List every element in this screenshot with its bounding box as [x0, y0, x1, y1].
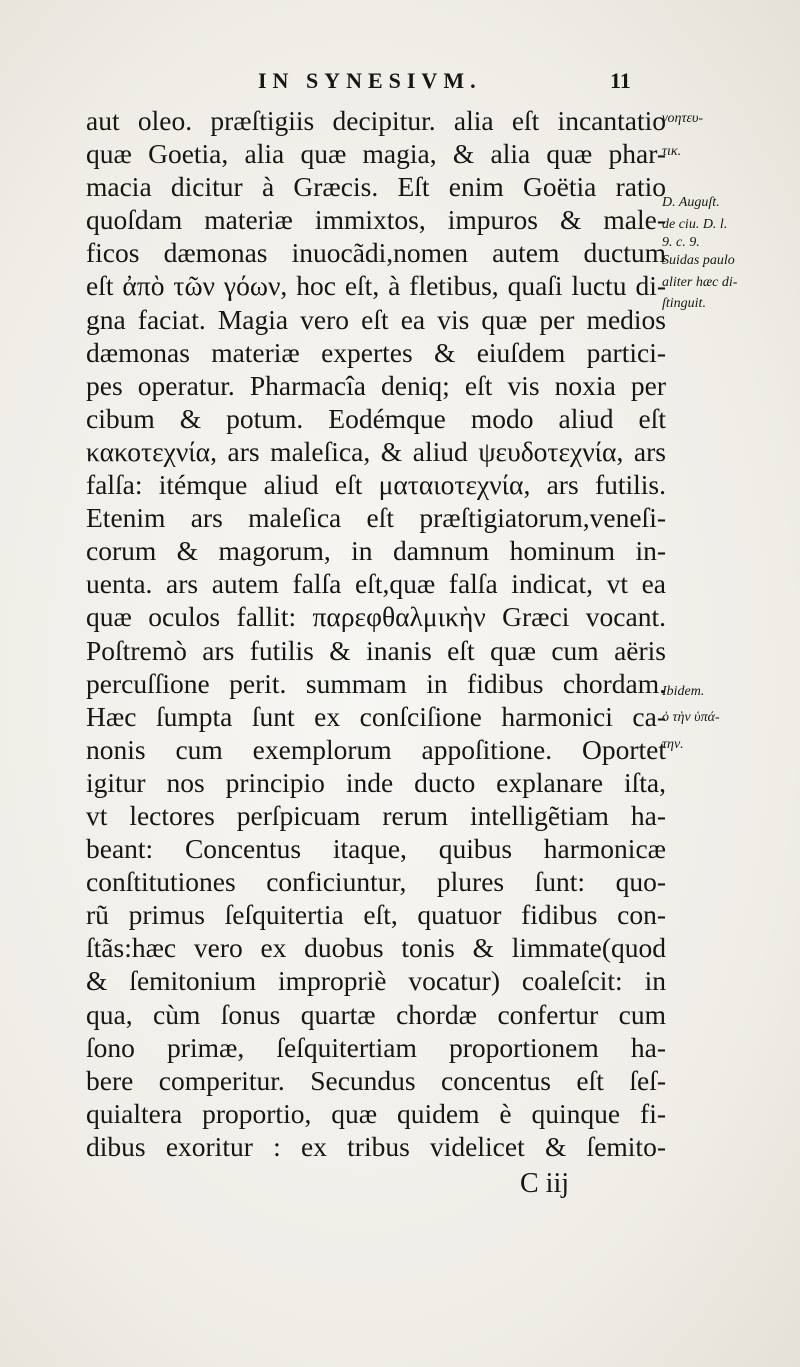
- text-line: bere comperitur. Secundus concentus eſt ſeſ-: [86, 1064, 666, 1096]
- text-line: & ſemitonium impropriè vocatur) coaleſcit: in: [86, 965, 666, 997]
- text-line: dæmonas materiæ expertes & eiuſdem partici-: [86, 336, 666, 368]
- text-line: falſa: itémque aliud eſt ματαιοτεχνία, ars futilis.: [86, 469, 666, 501]
- text-line: pes operatur. Pharmacîa deniq; eſt vis noxia per: [86, 369, 666, 401]
- text-line: cibum & potum. Eodémque modo aliud eſt: [86, 402, 666, 434]
- text-line: dibus exoritur : ex tribus videlicet & ſemito-: [86, 1130, 666, 1162]
- text-line: aut oleo. præſtigiis decipitur. alia eſt incantatio: [86, 105, 666, 136]
- text-line: Etenim ars maleſica eſt præſtigiatorum,veneſi-: [86, 502, 666, 534]
- text-line: vt lectores perſpicuam rerum intelligẽtiam ha-: [86, 799, 666, 831]
- text-line: rũ primus ſeſquitertia eſt, quatuor fidibus con-: [86, 899, 666, 931]
- margin-note: de ciu. D. l.: [662, 216, 728, 232]
- text-line: qua, cùm ſonus quartæ chordæ confertur cum: [86, 998, 666, 1030]
- text-line: quialtera proportio, quæ quidem è quinque fi-: [86, 1097, 666, 1129]
- text-line: quæ oculos fallit: παρεφθαλμικὴν Græci vocant.: [86, 601, 666, 633]
- page-header: [0, 68, 800, 104]
- text-line: Poſtremò ars futilis & inanis eſt quæ cum aëris: [86, 634, 666, 666]
- text-line: uenta. ars autem falſa eſt,quæ falſa indicat, vt ea: [86, 568, 666, 600]
- text-line: igitur nos principio inde ducto explanare iſta,: [86, 766, 666, 798]
- text-line: ſtãs:hæc vero ex duobus tonis & limmate(quod: [86, 932, 666, 964]
- margin-note: ὁ τὴν ὑπά-: [662, 710, 720, 726]
- text-line: Hæc ſumpta ſunt ex conſciſione harmonici ca-: [86, 700, 666, 732]
- text-line: corum & magorum, in damnum hominum in-: [86, 535, 666, 567]
- margin-note: 9. c. 9.: [662, 235, 700, 251]
- margin-note: Ibidem.: [662, 683, 705, 699]
- margin-note: Suidas paulo: [662, 253, 735, 269]
- margin-note: γοητευ-: [662, 111, 704, 126]
- text-line: κακοτεχνία, ars maleſica, & aliud ψευδοτεχνία, ars: [86, 435, 666, 467]
- text-line: gna faciat. Magia vero eſt ea vis quæ per medios: [86, 303, 666, 335]
- text-line: conſtitutiones conficiuntur, plures ſunt: quo-: [86, 866, 666, 898]
- margin-note: ſtinguit.: [662, 296, 706, 312]
- text-line: beant: Concentus itaque, quibus harmonicæ: [86, 833, 666, 865]
- main-text-block: [86, 104, 666, 1163]
- text-line: percuſſione perit. summam in fidibus chordam.: [86, 667, 666, 699]
- text-line: quæ Goetia, alia quæ magia, & alia quæ phar-: [86, 138, 666, 170]
- text-line: nonis cum exemplorum appoſitione. Oportet: [86, 733, 666, 765]
- margin-note: την.: [662, 736, 684, 752]
- margin-note: D. Auguſt.: [662, 195, 720, 211]
- running-head: IN SYNESIVM.: [258, 68, 482, 93]
- text-line: quoſdam materiæ immixtos, impuros & male-: [86, 204, 666, 236]
- margin-note: aliter hæc di-: [662, 274, 738, 290]
- text-line: eſt ἀπὸ τῶν γόων, hoc eſt, à fletibus, quaſi luctu di-: [86, 270, 666, 302]
- signature-mark: C iij: [520, 1168, 570, 1199]
- text-line: ſono primæ, ſeſquitertiam proportionem ha-: [86, 1031, 666, 1063]
- page-number: 11: [610, 68, 631, 93]
- margin-note: τικ.: [662, 144, 682, 160]
- text-line: macia dicitur à Græcis. Eſt enim Goëtia ratio: [86, 171, 666, 203]
- text-line: ficos dæmonas inuocãdi,nomen autem ductum: [86, 237, 666, 269]
